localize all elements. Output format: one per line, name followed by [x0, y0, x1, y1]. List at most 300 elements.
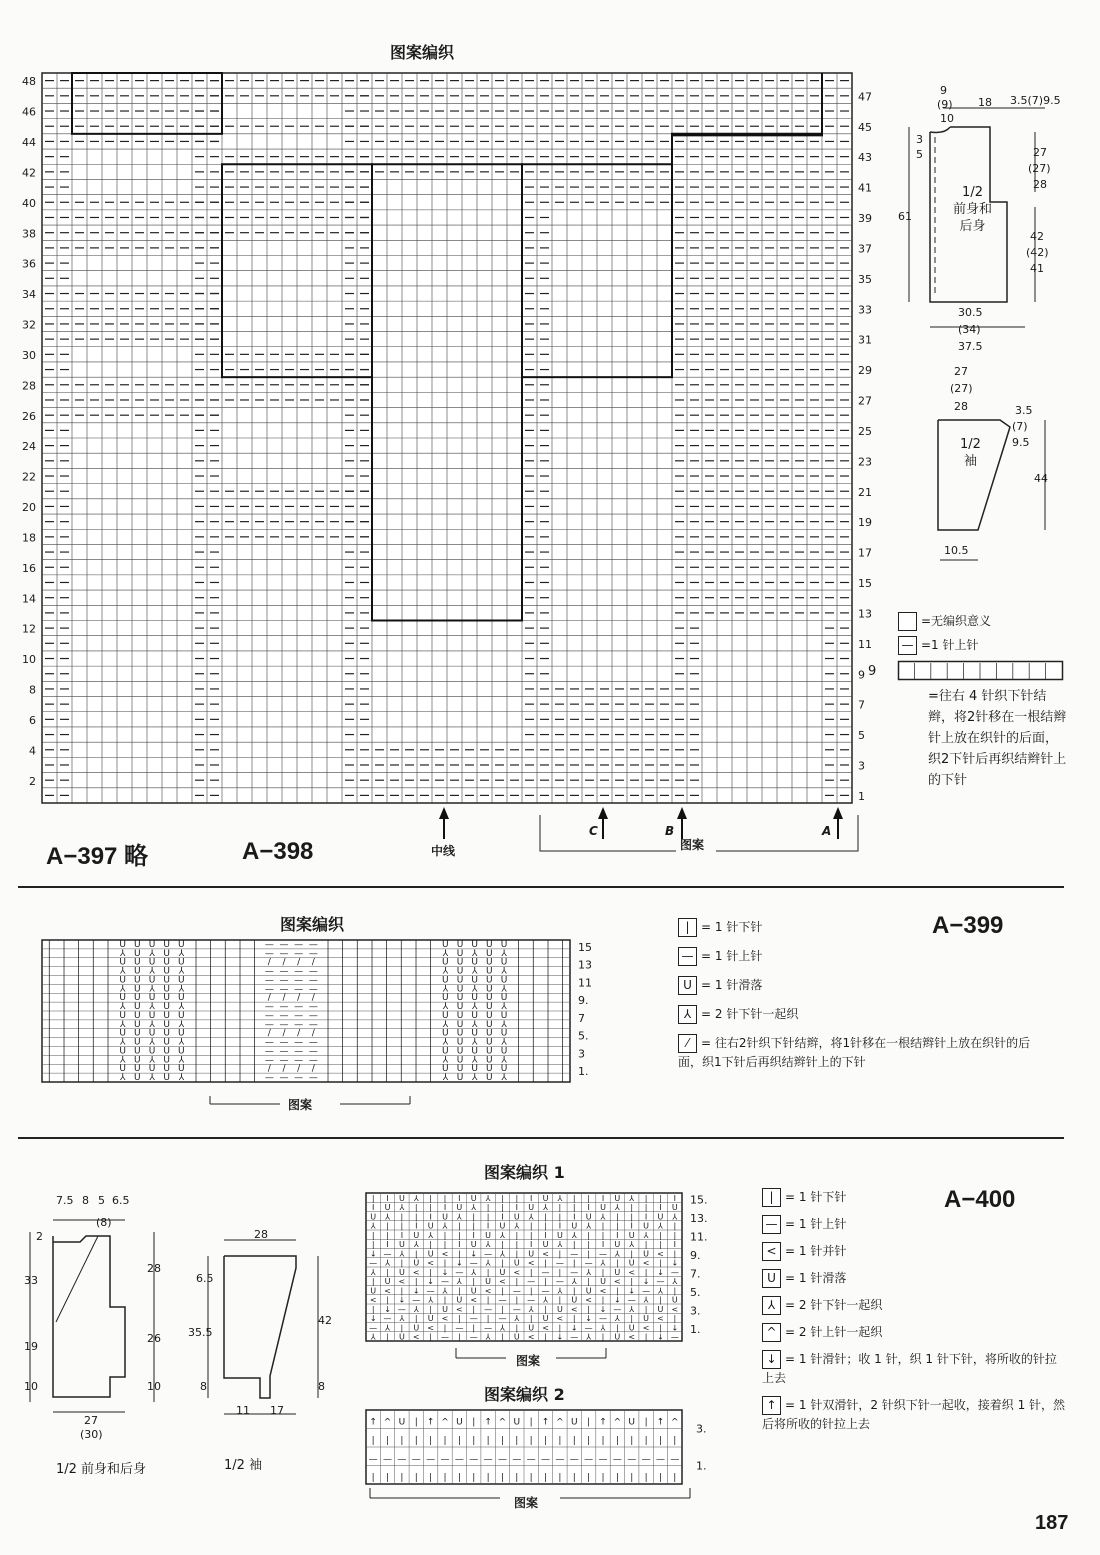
svg-text:U: U	[486, 1002, 493, 1012]
sleeve-dim-3-5: 3.5	[1015, 404, 1033, 417]
svg-text:U: U	[148, 975, 156, 986]
svg-text:|: |	[630, 1203, 634, 1212]
svg-text:U: U	[570, 1417, 578, 1428]
svg-text:U: U	[456, 993, 464, 1004]
svg-text:U: U	[456, 966, 464, 977]
a400-body-dim-10b: 10	[147, 1380, 161, 1393]
svg-text:|: |	[223, 1055, 227, 1066]
svg-text:U: U	[442, 1064, 449, 1075]
svg-text:|: |	[531, 1019, 535, 1030]
svg-text:U: U	[134, 1010, 141, 1021]
svg-text:|: |	[529, 1221, 533, 1231]
svg-text:|: |	[558, 1473, 562, 1483]
svg-text:|: |	[77, 1010, 81, 1021]
svg-text:|: |	[414, 1037, 418, 1048]
svg-text:—: —	[469, 1454, 479, 1465]
svg-text:|: |	[91, 993, 95, 1004]
svg-text:⅄: ⅄	[456, 1277, 462, 1286]
svg-text:—: —	[599, 1249, 607, 1259]
svg-text:|: |	[429, 1010, 433, 1021]
svg-text:U: U	[528, 1203, 535, 1212]
svg-text:|: |	[91, 957, 95, 968]
svg-text:|: |	[77, 984, 81, 995]
svg-text:⅄: ⅄	[442, 1037, 449, 1048]
svg-text:|: |	[630, 1436, 634, 1446]
svg-text:I: I	[458, 1193, 461, 1203]
svg-text:⅄: ⅄	[399, 1203, 405, 1212]
svg-text:|: |	[515, 1323, 519, 1333]
svg-text:I: I	[601, 1193, 605, 1203]
row-label-left-6: 6	[29, 713, 36, 727]
svg-text:U: U	[500, 1064, 508, 1075]
a400-legend-text-2: = 1 针并针	[785, 1244, 847, 1258]
svg-text:|: |	[546, 993, 550, 1004]
svg-text:|: |	[385, 1064, 389, 1075]
a400-body-dim-2: 2	[36, 1230, 43, 1243]
svg-text:|: |	[472, 1323, 476, 1333]
row-label-left-46: 46	[22, 105, 36, 119]
body-dim-42b: (42)	[1026, 246, 1049, 259]
svg-text:↓: ↓	[441, 1267, 449, 1277]
row-label-right-29: 29	[858, 364, 872, 378]
svg-text:U: U	[643, 1314, 650, 1323]
a400-sleeve-dim-11: 11	[236, 1404, 250, 1417]
svg-text:|: |	[399, 939, 403, 950]
svg-text:|: |	[414, 1028, 418, 1039]
purl-symbol-icon: —	[898, 636, 917, 655]
svg-text:↓: ↓	[614, 1295, 621, 1305]
svg-text:U: U	[657, 1304, 664, 1314]
svg-text:|: |	[47, 957, 51, 968]
svg-text:|: |	[386, 1221, 389, 1231]
svg-text:I: I	[400, 1230, 404, 1240]
svg-text:—: —	[294, 1046, 304, 1057]
svg-text:|: |	[546, 1046, 550, 1057]
svg-text:|: |	[209, 1028, 213, 1039]
svg-text:|: |	[371, 1240, 375, 1249]
svg-text:|: |	[486, 1203, 490, 1212]
svg-text:|: |	[370, 957, 374, 968]
svg-text:|: |	[531, 975, 535, 986]
a399-legend-symbol-icon-1: —	[678, 947, 697, 966]
svg-text:U: U	[148, 1046, 156, 1057]
svg-text:—: —	[555, 1277, 564, 1286]
svg-text:|: |	[341, 1037, 345, 1048]
svg-text:—: —	[441, 1277, 449, 1286]
svg-text:U: U	[556, 1304, 563, 1314]
svg-text:—: —	[308, 966, 318, 977]
a400-chart1-row-0: 15.	[690, 1193, 708, 1207]
svg-text:—: —	[497, 1454, 507, 1465]
svg-text:—: —	[627, 1295, 636, 1305]
svg-text:|: |	[546, 1037, 550, 1048]
svg-text:|: |	[458, 1221, 461, 1231]
svg-text:⅄: ⅄	[629, 1304, 635, 1314]
a400-pattern-brackets	[360, 1340, 720, 1500]
svg-text:U: U	[442, 1046, 449, 1057]
svg-text:|: |	[443, 1240, 447, 1249]
a399-pattern-label: 图案	[288, 1098, 313, 1112]
svg-text:⅄: ⅄	[500, 1249, 505, 1259]
svg-text:U: U	[427, 1314, 434, 1323]
body-dim-neck: 3.5(7)9.5	[1010, 94, 1061, 107]
a400-body-dim-8: 8	[82, 1194, 89, 1207]
svg-text:|: |	[370, 1028, 374, 1039]
svg-text:⅄: ⅄	[501, 1002, 507, 1012]
svg-text:—: —	[279, 1002, 289, 1012]
svg-text:U: U	[119, 939, 126, 950]
svg-text:I: I	[530, 1240, 533, 1249]
svg-text:U: U	[442, 939, 449, 950]
svg-text:U: U	[134, 1019, 141, 1030]
svg-text:⅄: ⅄	[500, 1230, 505, 1240]
svg-text:—: —	[541, 1267, 550, 1277]
svg-text:—: —	[656, 1277, 665, 1286]
svg-text:⅄: ⅄	[658, 1286, 663, 1296]
svg-text:|: |	[544, 1332, 547, 1342]
svg-text:|: |	[62, 1002, 66, 1012]
svg-text:U: U	[471, 939, 478, 950]
svg-text:|: |	[414, 957, 418, 968]
svg-text:U: U	[134, 939, 141, 950]
svg-text:<: <	[527, 1258, 535, 1268]
svg-text:|: |	[385, 939, 389, 950]
svg-text:⅄: ⅄	[543, 1295, 548, 1305]
a399-legend	[678, 918, 1038, 1082]
svg-text:|: |	[673, 1314, 677, 1323]
svg-text:|: |	[517, 1046, 521, 1057]
body-dim-10: 10	[940, 112, 954, 125]
svg-text:|: |	[326, 1037, 330, 1048]
svg-text:I: I	[673, 1240, 676, 1249]
svg-text:↓: ↓	[671, 1258, 679, 1268]
svg-text:|: |	[106, 939, 110, 950]
svg-text:|: |	[238, 1073, 242, 1083]
svg-text:U: U	[486, 966, 493, 977]
svg-text:<: <	[369, 1295, 377, 1305]
svg-text:U: U	[513, 1417, 521, 1428]
svg-text:|: |	[355, 1055, 359, 1066]
svg-text:U: U	[163, 939, 170, 950]
svg-text:⅄: ⅄	[413, 1304, 419, 1314]
svg-text:⅄: ⅄	[471, 1073, 478, 1083]
a400-chart1-title: 图案编织 1	[484, 1163, 565, 1182]
svg-text:|: |	[587, 1277, 590, 1286]
a400-legend-item-7	[762, 1396, 1068, 1434]
svg-text:|: |	[47, 1002, 51, 1012]
a400-chart1-row-1: 13.	[690, 1211, 708, 1225]
svg-text:|: |	[644, 1473, 648, 1483]
svg-text:|: |	[194, 1028, 198, 1039]
row-label-right-25: 25	[858, 424, 872, 438]
svg-text:|: |	[62, 993, 66, 1004]
svg-text:⅄: ⅄	[442, 984, 449, 995]
svg-text:—: —	[294, 1055, 304, 1066]
a399-row-label-7: 1.	[578, 1065, 589, 1079]
svg-text:|: |	[400, 1286, 404, 1296]
svg-text:/: /	[311, 1028, 315, 1039]
svg-text:|: |	[673, 1230, 677, 1240]
svg-text:|: |	[370, 939, 374, 950]
svg-text:|: |	[546, 939, 550, 950]
svg-text:|: |	[531, 1037, 535, 1048]
svg-text:<: <	[412, 1267, 420, 1277]
svg-text:U: U	[456, 1203, 463, 1212]
svg-text:<: <	[556, 1314, 564, 1323]
svg-text:|: |	[91, 1019, 95, 1030]
svg-text:|: |	[341, 975, 345, 986]
svg-text:U: U	[571, 1295, 578, 1305]
svg-text:|: |	[238, 948, 242, 959]
svg-text:^: ^	[498, 1417, 507, 1428]
svg-text:U: U	[456, 1417, 463, 1428]
svg-text:|: |	[341, 1073, 345, 1083]
svg-text:|: |	[659, 1323, 662, 1333]
svg-text:U: U	[442, 1212, 448, 1222]
svg-text:|: |	[517, 993, 521, 1004]
a400-body-dim-8b: (8)	[96, 1216, 112, 1229]
a399-legend-item-3	[678, 1005, 1038, 1024]
svg-text:—: —	[308, 948, 318, 959]
svg-text:↑: ↑	[656, 1417, 665, 1428]
section-divider-2	[18, 1137, 1064, 1139]
a399-row-label-3: 9.	[578, 994, 589, 1008]
svg-text:|: |	[546, 975, 550, 986]
a400-legend-item-0	[762, 1188, 1068, 1207]
svg-text:|: |	[429, 939, 433, 950]
svg-text:—: —	[455, 1267, 464, 1277]
svg-text:↓: ↓	[657, 1332, 664, 1342]
svg-text:U: U	[556, 1230, 563, 1240]
svg-text:I: I	[486, 1221, 490, 1231]
svg-text:|: |	[659, 1230, 662, 1240]
svg-text:|: |	[194, 1064, 198, 1075]
svg-text:U: U	[134, 957, 141, 968]
a400-body-dim-6-5: 6.5	[112, 1194, 130, 1207]
a400-body-label: 1/2 前身和后身	[56, 1462, 147, 1477]
a400-chart2-title: 图案编织 2	[484, 1385, 565, 1404]
svg-text:⅄: ⅄	[501, 1019, 507, 1030]
svg-text:U: U	[471, 957, 478, 968]
svg-text:|: |	[386, 1473, 390, 1483]
svg-text:I: I	[386, 1193, 389, 1203]
svg-text:|: |	[400, 1436, 404, 1446]
svg-text:|: |	[414, 984, 418, 995]
svg-text:|: |	[429, 957, 433, 968]
svg-text:|: |	[62, 1055, 66, 1066]
svg-text:|: |	[370, 1055, 374, 1066]
svg-text:⅄: ⅄	[571, 1277, 577, 1286]
svg-text:|: |	[62, 948, 66, 959]
svg-text:|: |	[399, 1046, 403, 1057]
svg-text:|: |	[561, 966, 565, 977]
svg-text:|: |	[91, 1055, 95, 1066]
svg-text:<: <	[499, 1277, 506, 1286]
svg-text:⅄: ⅄	[471, 1002, 478, 1012]
svg-text:—: —	[294, 1073, 304, 1083]
a400-body-dim-27: 27	[84, 1414, 98, 1427]
svg-text:|: |	[529, 1417, 533, 1428]
svg-text:<: <	[441, 1249, 449, 1259]
svg-text:|: |	[616, 1221, 619, 1231]
svg-text:|: |	[341, 1064, 345, 1075]
svg-text:U: U	[500, 993, 508, 1004]
svg-text:↓: ↓	[628, 1286, 636, 1296]
svg-text:U: U	[134, 993, 141, 1004]
svg-text:U: U	[500, 1010, 508, 1021]
svg-text:|: |	[253, 1055, 257, 1066]
svg-text:—: —	[369, 1323, 378, 1333]
svg-text:|: |	[238, 1002, 242, 1012]
svg-text:U: U	[471, 1028, 478, 1039]
svg-text:|: |	[238, 939, 242, 950]
svg-text:|: |	[531, 1046, 535, 1057]
svg-text:|: |	[414, 1055, 418, 1066]
svg-text:U: U	[163, 1037, 170, 1048]
svg-text:|: |	[429, 1203, 432, 1212]
svg-text:—: —	[454, 1454, 464, 1465]
svg-text:|: |	[443, 1323, 447, 1333]
svg-text:U: U	[163, 993, 170, 1004]
svg-text:|: |	[371, 1473, 375, 1483]
svg-text:U: U	[442, 993, 449, 1004]
svg-text:⅄: ⅄	[586, 1267, 592, 1277]
svg-text:⅄: ⅄	[501, 948, 507, 959]
svg-text:—: —	[397, 1454, 407, 1465]
svg-text:—: —	[264, 1046, 274, 1057]
svg-text:|: |	[546, 1055, 550, 1066]
svg-text:U: U	[398, 1332, 405, 1342]
svg-text:U: U	[500, 957, 508, 968]
a400-sleeve-dim-8: 8	[200, 1380, 207, 1393]
svg-text:—: —	[484, 1323, 493, 1333]
svg-text:|: |	[47, 966, 51, 977]
svg-text:<: <	[412, 1332, 420, 1342]
svg-text:<: <	[484, 1286, 492, 1296]
svg-text:U: U	[413, 1258, 420, 1268]
svg-text:U: U	[427, 1249, 434, 1259]
svg-text:<: <	[456, 1304, 463, 1314]
svg-text:—: —	[541, 1286, 550, 1296]
svg-text:|: |	[587, 1417, 591, 1428]
svg-text:I: I	[544, 1230, 547, 1240]
svg-text:|: |	[400, 1323, 404, 1333]
svg-text:|: |	[209, 1019, 213, 1030]
svg-text:|: |	[341, 966, 345, 977]
svg-text:U: U	[442, 957, 449, 968]
svg-text:—: —	[526, 1454, 536, 1465]
a399-row-label-6: 3	[578, 1047, 585, 1061]
svg-text:U: U	[528, 1249, 535, 1259]
body-dim-34: (34)	[958, 323, 981, 336]
svg-text:—: —	[294, 966, 304, 977]
svg-text:|: |	[544, 1221, 547, 1231]
svg-text:—: —	[264, 939, 274, 950]
svg-text:|: |	[371, 1193, 375, 1203]
svg-text:|: |	[472, 1436, 476, 1446]
svg-text:⅄: ⅄	[471, 948, 478, 959]
svg-text:<: <	[642, 1258, 650, 1268]
svg-text:|: |	[385, 1037, 389, 1048]
svg-text:U: U	[413, 1230, 420, 1240]
a398-cable-row-num: 9	[868, 664, 877, 679]
svg-text:|: |	[644, 1332, 648, 1342]
svg-text:⅄: ⅄	[399, 1314, 405, 1323]
svg-text:|: |	[106, 1010, 110, 1021]
row-label-left-40: 40	[22, 196, 36, 210]
svg-text:—: —	[279, 1010, 289, 1021]
svg-text:U: U	[427, 1221, 434, 1231]
svg-text:—: —	[264, 1055, 274, 1066]
svg-text:U: U	[119, 993, 126, 1004]
svg-text:|: |	[238, 993, 242, 1004]
svg-text:⅄: ⅄	[557, 1240, 563, 1249]
svg-text:⅄: ⅄	[629, 1193, 635, 1203]
svg-text:|: |	[77, 1037, 81, 1048]
sleeve-dim-27b: (27)	[950, 382, 973, 395]
svg-text:|: |	[238, 1055, 242, 1066]
svg-text:—: —	[498, 1295, 507, 1305]
svg-text:<: <	[441, 1314, 449, 1323]
svg-text:U: U	[500, 1028, 508, 1039]
svg-text:|: |	[91, 1028, 95, 1039]
svg-text:↓: ↓	[470, 1249, 478, 1259]
svg-text:I: I	[458, 1240, 461, 1249]
svg-text:|: |	[587, 1240, 590, 1249]
svg-text:|: |	[558, 1295, 562, 1305]
row-label-left-4: 4	[29, 744, 36, 758]
svg-text:|: |	[326, 975, 330, 986]
svg-text:|: |	[223, 966, 227, 977]
row-label-right-5: 5	[858, 729, 865, 743]
svg-text:—: —	[440, 1454, 450, 1465]
svg-text:⅄: ⅄	[178, 984, 185, 995]
a400-legend-symbol-icon-3: U	[762, 1269, 781, 1288]
a399-legend-item-0	[678, 918, 1038, 937]
svg-text:|: |	[414, 1019, 418, 1030]
svg-text:|: |	[644, 1240, 648, 1249]
svg-text:↓: ↓	[384, 1304, 391, 1314]
svg-text:U: U	[134, 1064, 141, 1075]
a400-pattern-label-1: 图案	[516, 1354, 541, 1368]
svg-text:⅄: ⅄	[428, 1230, 434, 1240]
svg-text:⅄: ⅄	[413, 1240, 419, 1249]
svg-text:|: |	[587, 1436, 591, 1446]
svg-text:U: U	[456, 1046, 464, 1057]
svg-text:|: |	[531, 984, 535, 995]
svg-text:|: |	[223, 1028, 227, 1039]
svg-text:U: U	[456, 1028, 464, 1039]
svg-text:|: |	[238, 966, 242, 977]
svg-text:|: |	[355, 1002, 359, 1012]
row-label-left-36: 36	[22, 257, 36, 271]
svg-text:|: |	[209, 939, 213, 950]
svg-text:U: U	[456, 975, 464, 986]
svg-text:U: U	[163, 1064, 170, 1075]
a400-chart2-row-0: 3.	[696, 1422, 707, 1436]
svg-text:U: U	[119, 1010, 126, 1021]
svg-text:/: /	[297, 957, 301, 968]
svg-text:|: |	[400, 1212, 404, 1222]
a400-legend-text-5: = 2 针上针一起织	[785, 1325, 883, 1339]
svg-text:⅄: ⅄	[471, 1267, 477, 1277]
svg-text:|: |	[443, 1193, 447, 1203]
a399-legend-text-1: = 1 针上针	[701, 949, 763, 963]
svg-text:|: |	[673, 1473, 677, 1483]
svg-text:<: <	[671, 1304, 679, 1314]
svg-text:|: |	[62, 1064, 66, 1075]
a399-legend-text-3: = 2 针下针一起织	[701, 1007, 799, 1021]
